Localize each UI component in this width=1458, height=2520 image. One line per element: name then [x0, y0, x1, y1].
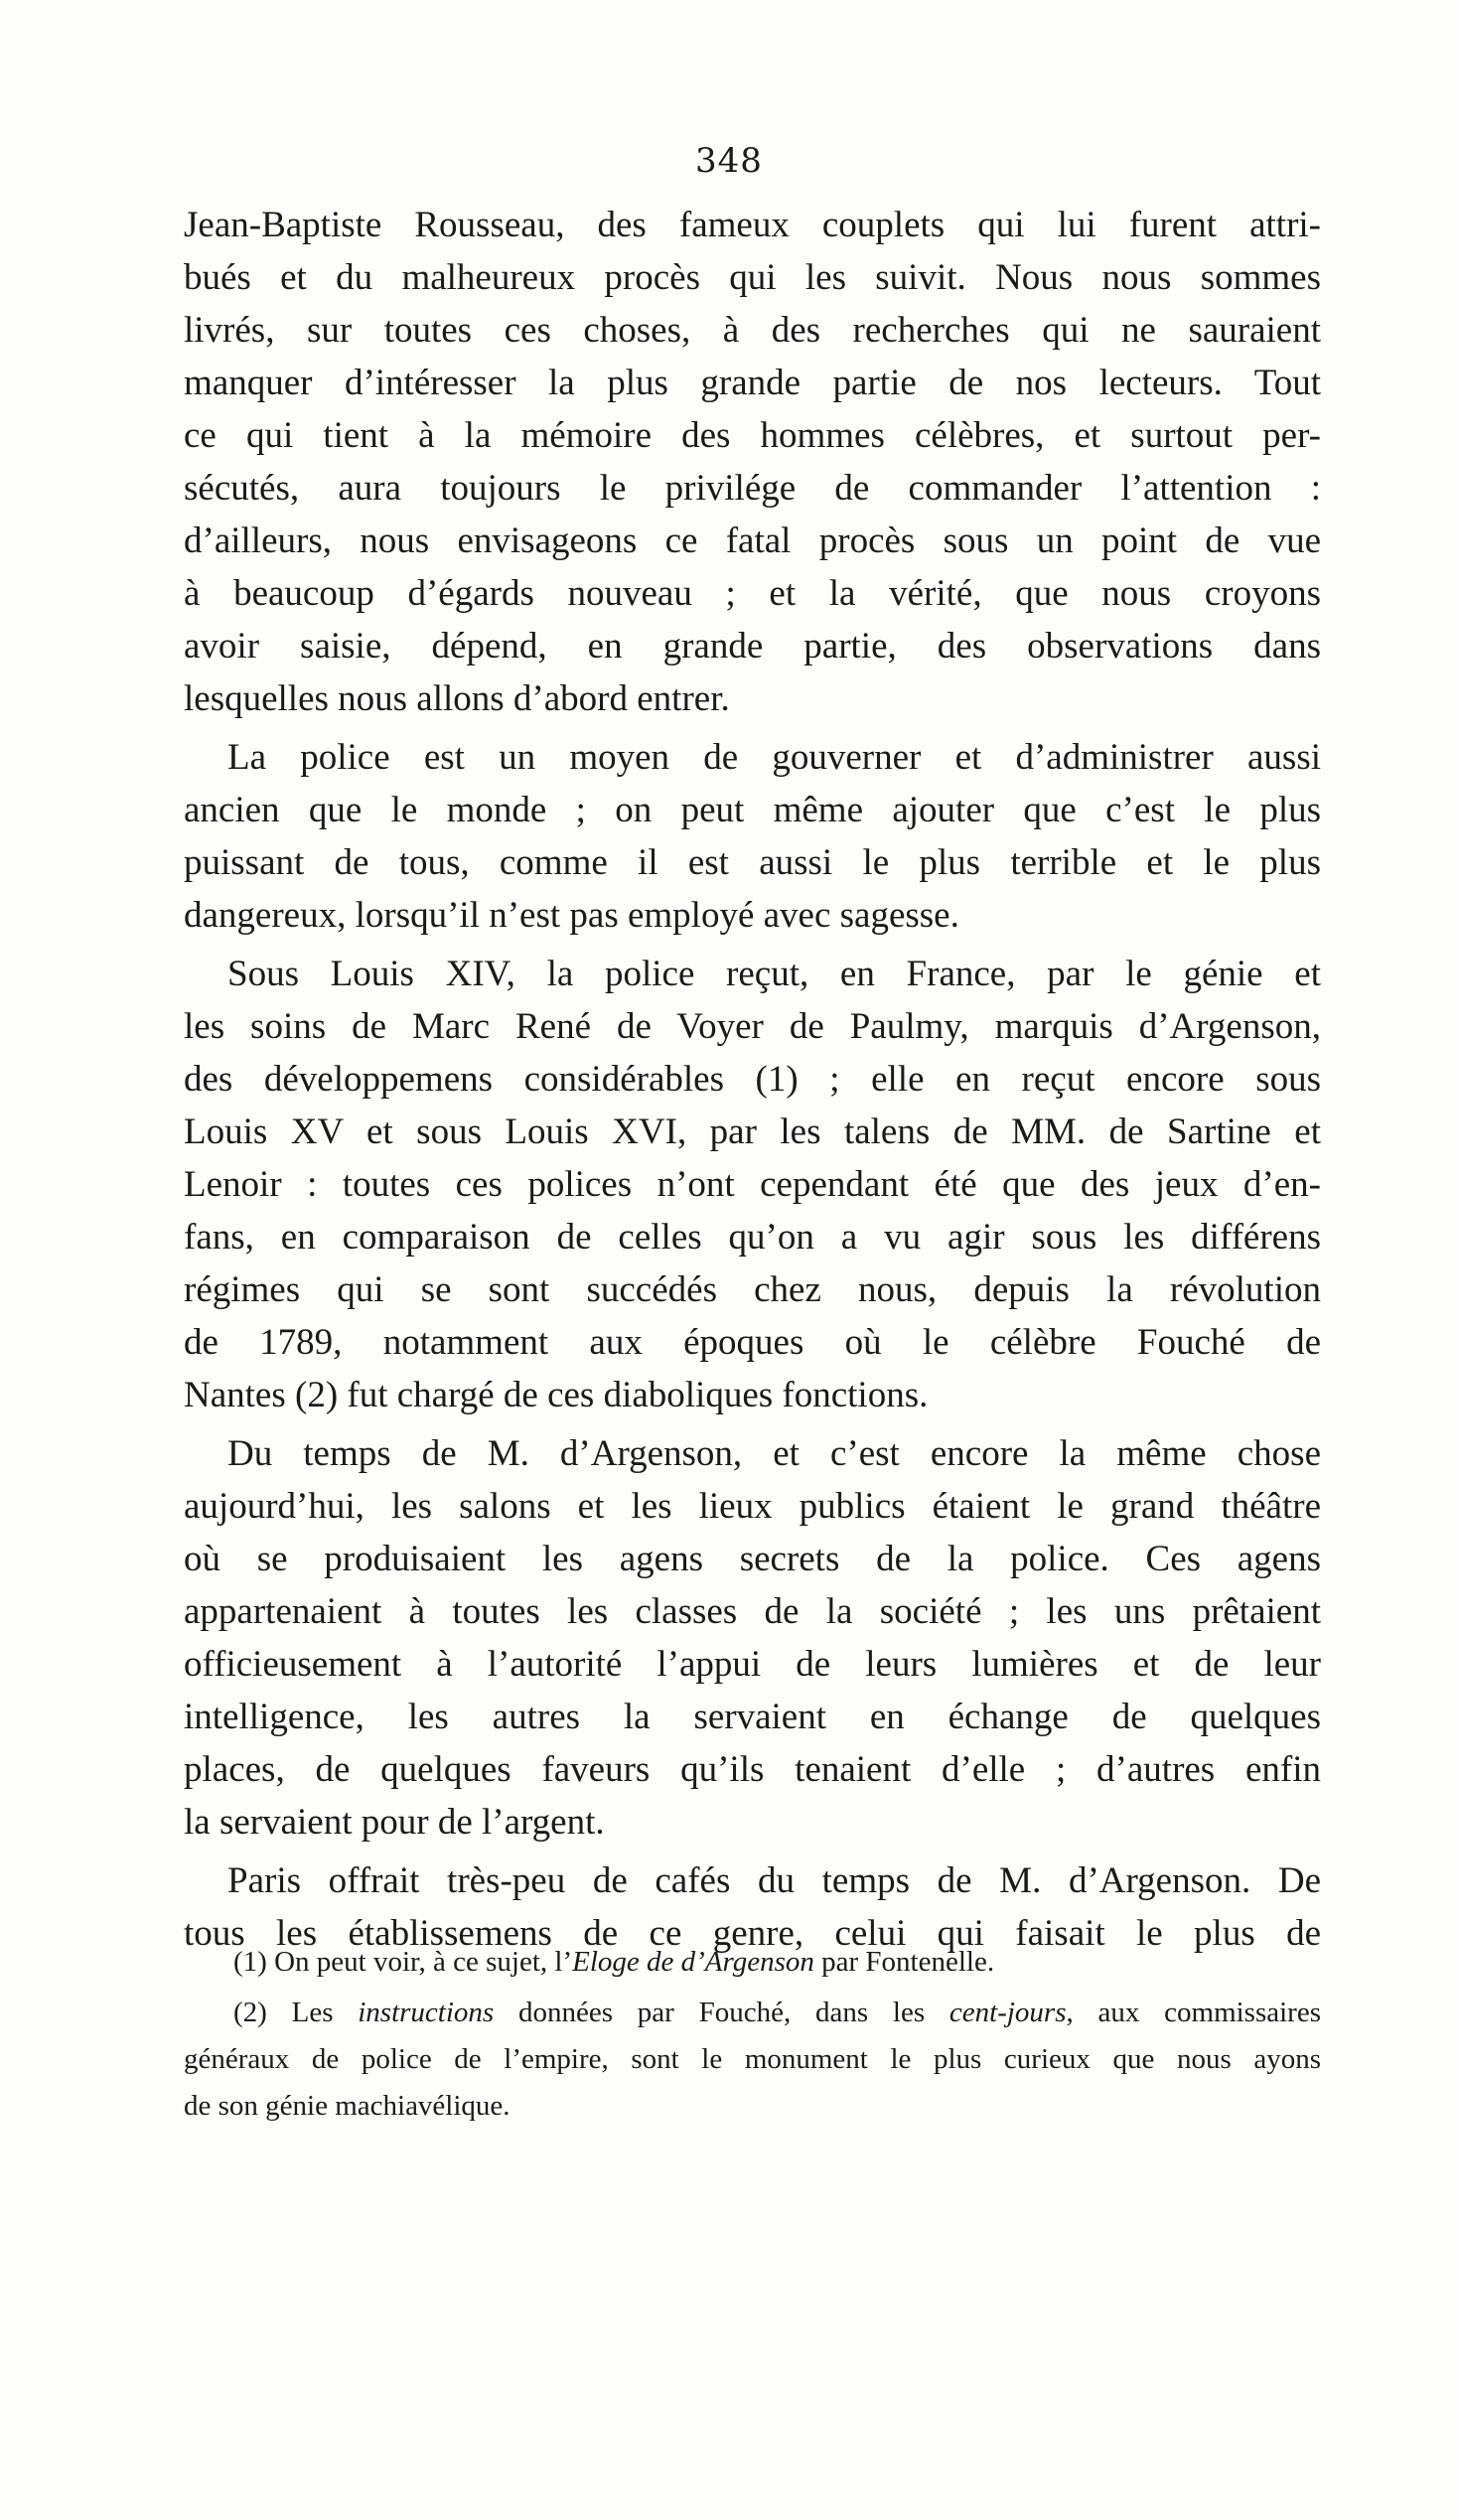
text-line: les soins de Marc René de Voyer de Paulmy, marquis d’Argenson,: [184, 1006, 1321, 1047]
text-line: aujourd’hui, les salons et les lieux publics étaient le grand théâtre: [184, 1486, 1321, 1527]
text-line: ce qui tient à la mémoire des hommes célèbres, et surtout per-: [184, 415, 1321, 456]
text-line: d’ailleurs, nous envisageons ce fatal procès sous un point de vue: [184, 520, 1321, 561]
text-line: Sous Louis XIV, la police reçut, en France, par le génie et: [227, 954, 1321, 994]
footnote-line: [184, 1990, 1321, 2036]
footnote-emphasis: cent-jours: [948, 1997, 1067, 2028]
text-line: sécutés, aura toujours le privilége de commander l’attention :: [184, 468, 1321, 509]
text-line: officieusement à l’autorité l’appui de leurs lumières et de leur: [184, 1644, 1321, 1685]
text-line: de 1789, notamment aux époques où le célèbre Fouché de: [184, 1322, 1321, 1363]
footnote-text: par Fontenelle.: [813, 1946, 995, 1978]
paragraph-2: [184, 731, 1321, 942]
footnote-1: [184, 1939, 1321, 1986]
footnote-title: Eloge de d’Argenson: [572, 1946, 814, 1978]
footnote-2: [184, 1990, 1321, 2130]
text-line: Jean-Baptiste Rousseau, des fameux couplets qui lui furent attri-: [184, 205, 1321, 245]
text-line: livrés, sur toutes ces choses, à des recherches qui ne sauraient: [184, 310, 1321, 351]
footnote-marker: (1): [233, 1946, 267, 1978]
text-line: des développemens considérables (1) ; elle en reçut encore sous: [184, 1059, 1321, 1100]
text-line: dangereux, lorsqu’il n’est pas employé avec sagesse.: [184, 895, 959, 936]
footnote-text: , aux commissaires: [1066, 1997, 1321, 2028]
text-line: La police est un moyen de gouverner et d’administrer aussi: [227, 737, 1321, 778]
text-line: la servaient pour de l’argent.: [184, 1802, 605, 1843]
text-line: Louis XV et sous Louis XVI, par les talens de MM. de Sartine et: [184, 1112, 1321, 1152]
paragraph-1: [184, 199, 1321, 725]
text-line: avoir saisie, dépend, en grande partie, des observations dans: [184, 626, 1321, 667]
page-number: 348: [695, 141, 763, 181]
text-line: puissant de tous, comme il est aussi le plus terrible et le plus: [184, 842, 1321, 883]
text-line: où se produisaient les agens secrets de la police. Ces agens: [184, 1539, 1321, 1579]
footnote-marker: (2): [233, 1997, 267, 2028]
text-line: bués et du malheureux procès qui les suivit. Nous nous sommes: [184, 257, 1321, 298]
footnote-line: de son génie machiavélique.: [184, 2090, 510, 2122]
main-text: [184, 199, 1321, 1960]
text-line: lesquelles nous allons d’abord entrer.: [184, 678, 730, 719]
footnote-text: données par Fouché, dans les: [494, 1997, 949, 2028]
footnote-line: généraux de police de l’empire, sont le monument le plus curieux que nous ayons: [184, 2043, 1321, 2075]
text-line: manquer d’intéresser la plus grande partie de nos lecteurs. Tout: [184, 363, 1321, 403]
footnote-text: Les: [291, 1997, 359, 2028]
text-line: Paris offrait très-peu de cafés du temps de M. d’Argenson. De: [227, 1860, 1321, 1901]
text-line: Lenoir : toutes ces polices n’ont cependant été que des jeux d’en-: [184, 1164, 1321, 1205]
text-line: appartenaient à toutes les classes de la société ; les uns prêtaient: [184, 1591, 1321, 1632]
footnote-text: On peut voir, à ce sujet, l’: [274, 1946, 573, 1978]
text-line: régimes qui se sont succédés chez nous, depuis la révolution: [184, 1269, 1321, 1310]
footnote-emphasis: instructions: [358, 1997, 495, 2028]
paragraph-4: [184, 1427, 1321, 1849]
text-line: ancien que le monde ; on peut même ajouter que c’est le plus: [184, 790, 1321, 830]
footnote-line: [184, 1939, 1321, 1986]
text-line: Nantes (2) fut chargé de ces diaboliques fonctions.: [184, 1375, 929, 1415]
text-line: intelligence, les autres la servaient en échange de quelques: [184, 1697, 1321, 1737]
text-line: à beaucoup d’égards nouveau ; et la vérité, que nous croyons: [184, 573, 1321, 614]
text-line: places, de quelques faveurs qu’ils tenaient d’elle ; d’autres enfin: [184, 1749, 1321, 1790]
footnotes: [184, 1939, 1321, 2130]
paragraph-3: [184, 948, 1321, 1421]
text-line: tous les établissemens de ce genre, celui qui faisait le plus de: [184, 1913, 1321, 1954]
text-line: Du temps de M. d’Argenson, et c’est encore la même chose: [227, 1433, 1321, 1474]
text-line: fans, en comparaison de celles qu’on a vu agir sous les différens: [184, 1217, 1321, 1258]
